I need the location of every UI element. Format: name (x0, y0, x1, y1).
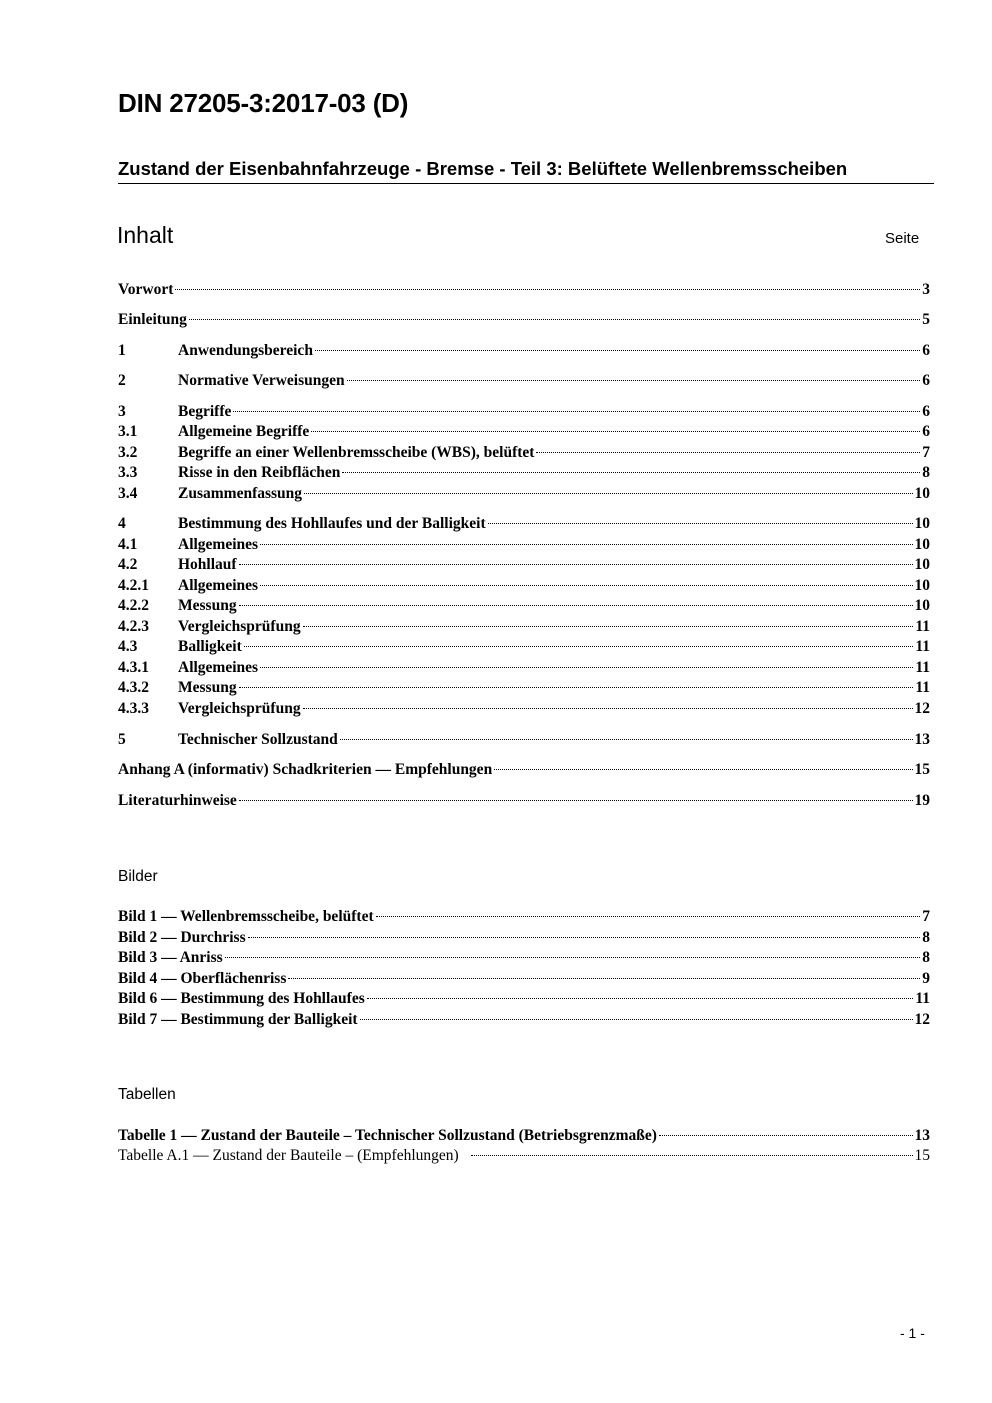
toc-entry[interactable] (118, 443, 930, 463)
toc-entry[interactable] (118, 730, 930, 750)
dot-leader (340, 739, 913, 740)
toc-entry-page: 11 (915, 659, 930, 676)
toc-entry-number: 4.2.1 (118, 577, 149, 594)
toc-entry-page: 8 (922, 464, 930, 481)
toc-entry-title: Messung (178, 679, 237, 696)
figure-entry[interactable] (118, 969, 930, 989)
toc-entry[interactable] (118, 280, 930, 300)
toc-entry-number: 4.3 (118, 638, 138, 655)
figure-entry-page: 9 (922, 970, 930, 987)
toc-entry-page: 10 (914, 515, 930, 532)
dot-leader (360, 1019, 913, 1020)
toc-entry-title: Begriffe an einer Wellenbremsscheibe (WBS), belüftet (178, 444, 535, 461)
table-entry-title: Tabelle A.1 — Zustand der Bauteile – (Empfehlungen) (118, 1147, 459, 1164)
toc-entry-number: 3.1 (118, 423, 138, 440)
document-id: DIN 27205-3:2017-03 (D) (118, 88, 409, 118)
toc-entry-page: 6 (922, 372, 930, 389)
figure-entry-title: Bild 1 — Wellenbremsscheibe, belüftet (118, 908, 374, 925)
toc-entry-title: Vergleichsprüfung (178, 618, 301, 635)
toc-entry-number: 4.2.2 (118, 597, 149, 614)
figure-entry-page: 7 (922, 908, 930, 925)
toc-entry-title: Anhang A (informativ) Schadkriterien — Empfehlungen (118, 761, 493, 778)
figure-entry-title: Bild 4 — Oberflächenriss (118, 970, 287, 987)
dot-leader (311, 431, 920, 432)
page-column-label: Seite (885, 230, 920, 247)
figure-entry-title: Bild 2 — Durchriss (118, 929, 246, 946)
toc-entry-number: 4.1 (118, 536, 138, 553)
toc-entry-page: 11 (915, 679, 930, 696)
figure-entry-title: Bild 7 — Bestimmung der Balligkeit (118, 1011, 358, 1028)
figure-entry[interactable] (118, 1010, 930, 1030)
toc-entry-page: 12 (914, 700, 930, 717)
dot-leader (488, 523, 913, 524)
toc-entry-title: Hohllauf (178, 556, 237, 573)
figure-entry-page: 8 (922, 949, 930, 966)
toc-entry-page: 19 (914, 792, 930, 809)
dot-leader (303, 626, 914, 627)
toc-entry-title: Vorwort (118, 281, 174, 298)
dot-leader (233, 411, 920, 412)
toc-entry-number: 4.2 (118, 556, 138, 573)
dot-leader (303, 708, 913, 709)
dot-leader (536, 452, 920, 453)
dot-leader (260, 585, 912, 586)
dot-leader (260, 544, 912, 545)
table-entry-page: 13 (914, 1127, 930, 1144)
toc-entry[interactable] (118, 617, 930, 637)
toc-entry-title: Balligkeit (178, 638, 242, 655)
dot-leader (244, 646, 914, 647)
dot-leader (175, 289, 920, 290)
figure-entry-page: 8 (922, 929, 930, 946)
figure-entry-title: Bild 3 — Anriss (118, 949, 223, 966)
toc-entry-number: 1 (118, 342, 126, 359)
toc-entry-title: Allgemeines (178, 577, 259, 594)
toc-entry[interactable] (118, 699, 930, 719)
toc-entry-page: 6 (922, 342, 930, 359)
dot-leader (342, 472, 920, 473)
toc-entry-page: 10 (914, 536, 930, 553)
toc-entry-number: 4 (118, 515, 126, 532)
toc-entry-number: 4.3.3 (118, 700, 149, 717)
toc-heading: Inhalt (117, 222, 174, 248)
document-subtitle: Zustand der Eisenbahnfahrzeuge - Bremse - Teil 3: Belüftete Wellenbremsscheiben (118, 158, 934, 184)
toc-entry-page: 11 (915, 618, 930, 635)
figure-entry[interactable] (118, 948, 930, 968)
toc-entry[interactable] (118, 791, 930, 811)
tables-heading: Tabellen (118, 1086, 176, 1103)
dot-leader (367, 998, 914, 999)
toc-entry-title: Anwendungsbereich (178, 342, 313, 359)
toc-entry-title: Technischer Sollzustand (178, 731, 338, 748)
dot-leader (189, 319, 920, 320)
toc-entry[interactable] (118, 341, 930, 361)
table-entry[interactable] (118, 1126, 930, 1146)
toc-entry-page: 7 (922, 444, 930, 461)
toc-entry-number: 3.2 (118, 444, 138, 461)
figure-entry[interactable] (118, 989, 930, 1009)
toc-entry-number: 5 (118, 731, 126, 748)
toc-entry[interactable] (118, 760, 930, 780)
toc-entry[interactable] (118, 596, 930, 616)
figure-entry-title: Bild 6 — Bestimmung des Hohllaufes (118, 990, 365, 1007)
toc-entry-title: Risse in den Reibflächen (178, 464, 341, 481)
figure-entry[interactable] (118, 907, 930, 927)
toc-entry-page: 5 (922, 311, 930, 328)
toc-entry-number: 2 (118, 372, 126, 389)
toc-entry[interactable] (118, 514, 930, 534)
toc-entry[interactable] (118, 658, 930, 678)
toc-entry[interactable] (118, 422, 930, 442)
table-entry-page: 15 (914, 1147, 930, 1164)
toc-entry-page: 6 (922, 423, 930, 440)
dot-leader (260, 667, 913, 668)
toc-entry-title: Einleitung (118, 311, 187, 328)
toc-entry-page: 11 (915, 638, 930, 655)
toc-entry[interactable] (118, 310, 930, 330)
toc-entry-title: Allgemeines (178, 659, 259, 676)
toc-entry-page: 6 (922, 403, 930, 420)
toc-entry[interactable] (118, 637, 930, 657)
toc-entry-page: 3 (922, 281, 930, 298)
toc-entry-number: 4.2.3 (118, 618, 149, 635)
dot-leader (239, 605, 913, 606)
dot-leader (288, 978, 920, 979)
toc-entry-title: Begriffe (178, 403, 232, 420)
figure-entry-page: 12 (914, 1011, 930, 1028)
toc-entry-title: Allgemeine Begriffe (178, 423, 310, 440)
dot-leader (494, 769, 912, 770)
dot-leader (239, 687, 914, 688)
toc-entry[interactable] (118, 371, 930, 391)
toc-entry-page: 15 (914, 761, 930, 778)
toc-entry-title: Messung (178, 597, 237, 614)
dot-leader (239, 564, 913, 565)
toc-entry-number: 4.3.1 (118, 659, 149, 676)
toc-entry[interactable] (118, 463, 930, 483)
figures-heading: Bilder (118, 868, 158, 885)
toc-entry-title: Bestimmung des Hohllaufes und der Balligkeit (178, 515, 486, 532)
toc-entry-page: 10 (914, 485, 930, 502)
dot-leader (347, 380, 921, 381)
table-entry-title: Tabelle 1 — Zustand der Bauteile – Technischer Sollzustand (Betriebsgrenzmaße) (118, 1127, 657, 1144)
toc-entry[interactable] (118, 555, 930, 575)
dot-leader (248, 937, 921, 938)
toc-entry-title: Normative Verweisungen (178, 372, 345, 389)
toc-entry-title: Literaturhinweise (118, 792, 237, 809)
table-entry[interactable] (118, 1146, 930, 1166)
figure-entry[interactable] (118, 928, 930, 948)
dot-leader (304, 493, 912, 494)
toc-entry[interactable] (118, 678, 930, 698)
toc-entry[interactable] (118, 402, 930, 422)
toc-entry[interactable] (118, 576, 930, 596)
dot-leader (471, 1155, 913, 1156)
toc-entry[interactable] (118, 484, 930, 504)
toc-entry-page: 10 (914, 577, 930, 594)
dot-leader (239, 800, 913, 801)
dot-leader (376, 916, 921, 917)
toc-entry-number: 3.4 (118, 485, 138, 502)
toc-entry-title: Vergleichsprüfung (178, 700, 301, 717)
toc-entry-page: 13 (914, 731, 930, 748)
toc-entry-title: Allgemeines (178, 536, 259, 553)
dot-leader (225, 957, 921, 958)
toc-entry-number: 3.3 (118, 464, 138, 481)
toc-entry-number: 3 (118, 403, 126, 420)
toc-entry[interactable] (118, 535, 930, 555)
page-number: - 1 - (900, 1325, 925, 1341)
toc-entry-page: 10 (914, 597, 930, 614)
toc-entry-page: 10 (914, 556, 930, 573)
dot-leader (315, 350, 920, 351)
toc-entry-number: 4.3.2 (118, 679, 149, 696)
figure-entry-page: 11 (915, 990, 930, 1007)
toc-entry-title: Zusammenfassung (178, 485, 303, 502)
dot-leader (659, 1135, 913, 1136)
